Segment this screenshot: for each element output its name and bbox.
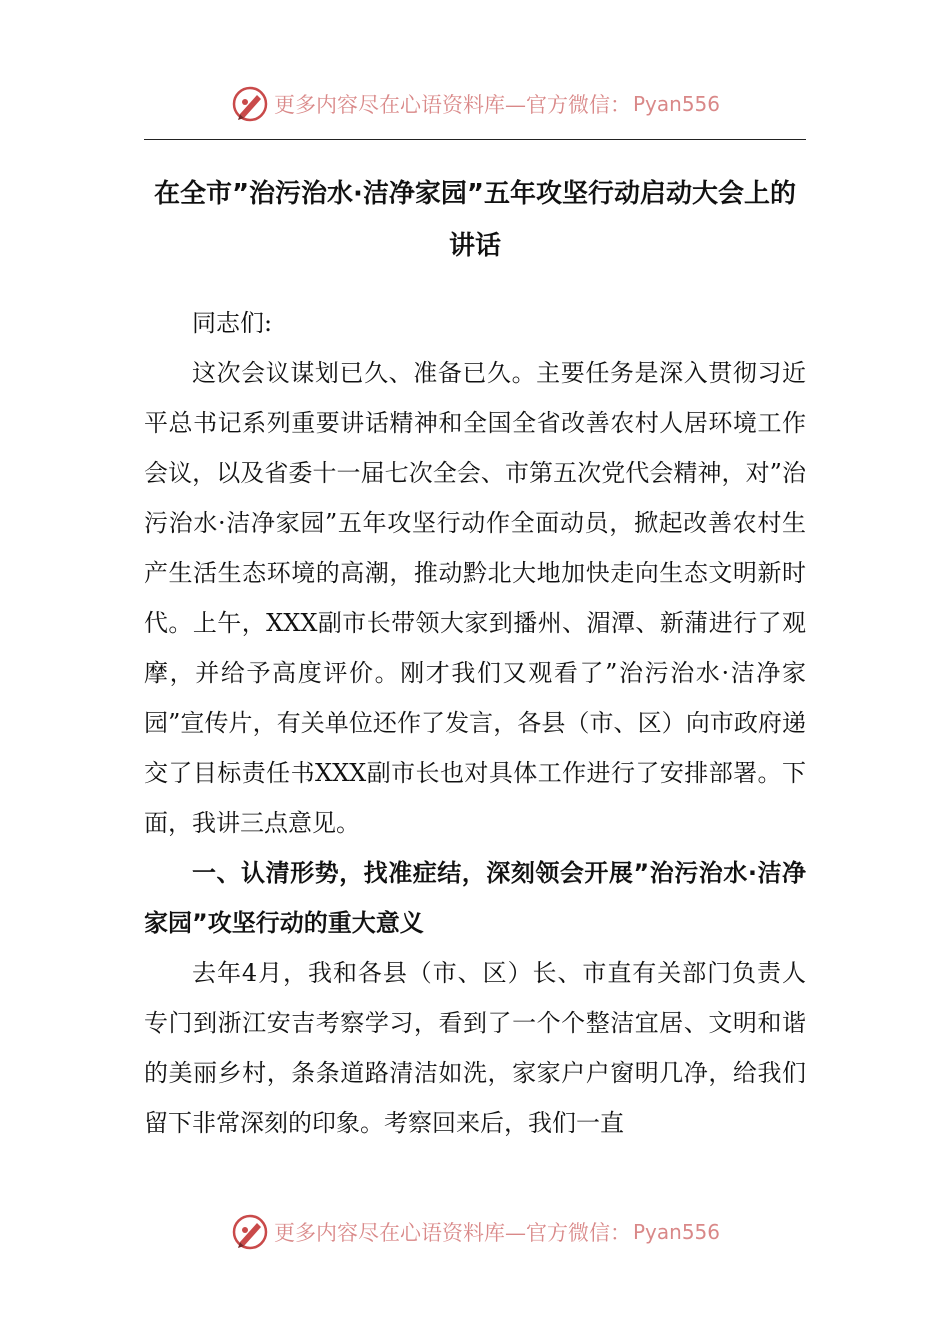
paragraph: 这次会议谋划已久、准备已久。主要任务是深入贯彻习近平总书记系列重要讲话精神和全国全省改善农村人居环境工作会议，以及省委十一届七次全会、市第五次党代会精神，对”治污治水·洁净家园”五年攻坚行动作全面动员，掀起改善农村生产生活生态环境的高潮，推动黔北大地加快走向生态文明新时代。上午，XXX副市长带领大家到播州、湄潭、新蒲进行了观摩，并给予高度评价。刚才我们又观看了”治污治水·洁净家园”宣传片，有关单位还作了发言，各县（市、区）向市政府递交了目标责任书XXX副市长也对具体工作进行了安排部署。下面，我讲三点意见。: [144, 359, 806, 837]
paragraph: 去年4月，我和各县（市、区）长、市直有关部门负责人专门到浙江安吉考察学习，看到了一个个整洁宜居、文明和谐的美丽乡村，条条道路清洁如洗，家家户户窗明几净，给我们留下非常深刻的印象。考察回来后，我们一直: [144, 959, 806, 1137]
document-title: 在全市”治污治水·洁净家园”五年攻坚行动启动大会上的讲话: [153, 179, 797, 261]
header-divider: [144, 139, 806, 140]
footer-banner-text: 更多内容尽在心语资料库—官方微信：: [273, 1221, 631, 1245]
footer-wechat-id: Pyan556: [632, 1220, 720, 1244]
header-wechat-id: Pyan556: [632, 92, 720, 116]
section-heading: 一、认清形势，找准症结，深刻领会开展”治污治水·洁净家园”攻坚行动的重大意义: [144, 859, 806, 937]
footer-banner: [0, 1210, 950, 1254]
salutation: 同志们:: [192, 309, 273, 337]
header-banner: [0, 82, 950, 126]
header-banner-text: 更多内容尽在心语资料库—官方微信：: [273, 93, 631, 117]
document-body: [144, 298, 806, 1148]
pen-logo-icon: [230, 84, 270, 124]
pen-logo-icon: [230, 1212, 270, 1252]
